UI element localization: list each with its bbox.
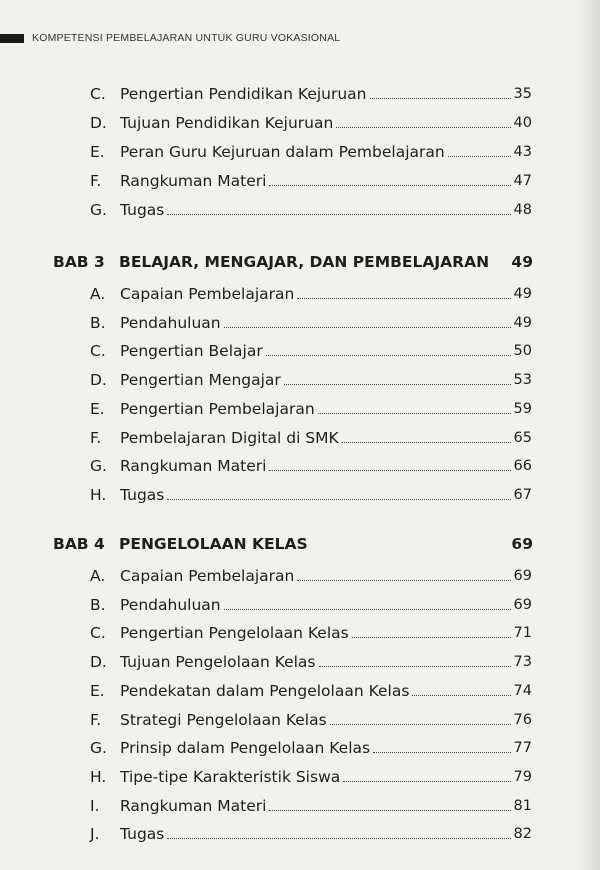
toc-entry-label: Capaian Pembelajaran	[120, 567, 295, 585]
toc-entry-letter: B.	[90, 596, 106, 614]
dot-leader	[330, 723, 511, 725]
dot-leader	[224, 608, 511, 610]
toc-entry	[90, 452, 532, 476]
chapter-heading	[53, 530, 533, 554]
toc-entry	[90, 280, 532, 304]
dot-leader	[297, 579, 510, 581]
toc-entry-page: 40	[513, 115, 532, 131]
dot-leader	[342, 441, 511, 443]
dot-leader	[269, 469, 510, 471]
toc-entry-page: 79	[513, 769, 532, 785]
dot-leader	[167, 213, 510, 215]
toc-entry-label: Pendahuluan	[120, 596, 221, 614]
toc-entry-label: Tujuan Pendidikan Kejuruan	[120, 114, 334, 132]
dot-leader	[373, 751, 510, 753]
toc-entry-page: 35	[513, 86, 532, 102]
toc-entry-letter: D.	[90, 371, 107, 389]
toc-entry-page: 81	[513, 798, 532, 814]
toc-entry-label: Rangkuman Materi	[120, 797, 267, 815]
chapter-title: BELAJAR, MENGAJAR, DAN PEMBELAJARAN	[119, 253, 490, 271]
toc-entry-label: Pendahuluan	[120, 314, 221, 332]
chapter-heading	[53, 248, 533, 272]
toc-entry-page: 69	[513, 597, 532, 613]
toc-entry-letter: I.	[90, 797, 100, 815]
toc-entry-letter: F.	[90, 172, 102, 190]
toc-entry-page: 65	[513, 430, 532, 446]
toc-entry	[90, 337, 532, 361]
dot-leader	[224, 326, 511, 328]
running-header	[0, 30, 600, 46]
toc-entry	[90, 648, 532, 672]
toc-entry-label: Prinsip dalam Pengelolaan Kelas	[120, 739, 371, 757]
toc-entry-label: Pengertian Pendidikan Kejuruan	[120, 85, 367, 103]
toc-entry	[90, 309, 532, 333]
header-bar	[0, 34, 24, 43]
toc-entry-label: Pendekatan dalam Pengelolaan Kelas	[120, 682, 410, 700]
dot-leader	[412, 694, 510, 696]
toc-entry-page: 59	[513, 401, 532, 417]
dot-leader	[269, 809, 510, 811]
toc-entry-letter: A.	[90, 285, 106, 303]
toc-entry	[90, 395, 532, 419]
chapter-title: PENGELOLAAN KELAS	[119, 535, 308, 553]
toc-entry	[90, 706, 532, 730]
dot-leader	[297, 297, 510, 299]
toc-entry	[90, 562, 532, 586]
toc-entry	[90, 619, 532, 643]
toc-entry-label: Capaian Pembelajaran	[120, 285, 295, 303]
toc-entry	[90, 196, 532, 220]
toc-entry-letter: F.	[90, 429, 102, 447]
toc-entry-page: 82	[513, 826, 532, 842]
toc-entry-page: 49	[513, 286, 532, 302]
dot-leader	[269, 184, 510, 186]
chapter-number: BAB 4	[53, 535, 105, 553]
toc-entry	[90, 424, 532, 448]
toc-entry-letter: G.	[90, 739, 107, 757]
toc-entry-label: Strategi Pengelolaan Kelas	[120, 711, 327, 729]
toc-entry-label: Tipe-tipe Karakteristik Siswa	[120, 768, 341, 786]
dot-leader	[352, 636, 511, 638]
toc-entry-page: 71	[513, 625, 532, 641]
toc-entry-page: 74	[513, 683, 532, 699]
toc-entry-letter: F.	[90, 711, 102, 729]
header-title: KOMPETENSI PEMBELAJARAN UNTUK GURU VOKASIONAL	[32, 32, 341, 44]
dot-leader	[448, 155, 511, 157]
toc-entry	[90, 591, 532, 615]
toc-entry-label: Tugas	[120, 825, 165, 843]
toc-entry-page: 53	[513, 372, 532, 388]
toc-entry-page: 43	[513, 144, 532, 160]
toc-entry-page: 49	[513, 315, 532, 331]
toc-entry-letter: J.	[90, 825, 100, 843]
toc-entry-letter: H.	[90, 768, 107, 786]
dot-leader	[370, 97, 511, 99]
toc-entry-label: Rangkuman Materi	[120, 172, 267, 190]
toc-entry-letter: D.	[90, 653, 107, 671]
toc-entry-label: Pembelajaran Digital di SMK	[120, 429, 339, 447]
toc-entry-letter: G.	[90, 457, 107, 475]
toc-entry-label: Tugas	[120, 201, 165, 219]
toc-entry-letter: E.	[90, 682, 105, 700]
toc-entry-label: Tugas	[120, 486, 165, 504]
chapter-number: BAB 3	[53, 253, 105, 271]
toc-entry-page: 66	[513, 458, 532, 474]
toc-entry-page: 50	[513, 343, 532, 359]
toc-entry-page: 67	[513, 487, 532, 503]
toc-entry	[90, 734, 532, 758]
toc-entry-page: 77	[513, 740, 532, 756]
toc-entry	[90, 677, 532, 701]
toc-entry-label: Tujuan Pengelolaan Kelas	[120, 653, 316, 671]
chapter-page: 69	[511, 535, 533, 553]
dot-leader	[336, 126, 510, 128]
toc-entry-label: Pengertian Pengelolaan Kelas	[120, 624, 349, 642]
toc-entry-page: 48	[513, 202, 532, 218]
toc-entry-letter: E.	[90, 143, 105, 161]
toc-entry-letter: B.	[90, 314, 106, 332]
toc-entry-letter: G.	[90, 201, 107, 219]
toc-entry-letter: D.	[90, 114, 107, 132]
toc-entry	[90, 763, 532, 787]
page-edge-shadow	[578, 0, 600, 870]
toc-entry-page: 76	[513, 712, 532, 728]
dot-leader	[318, 412, 511, 414]
toc-entry-label: Rangkuman Materi	[120, 457, 267, 475]
toc-entry-page: 69	[513, 568, 532, 584]
toc-entry	[90, 366, 532, 390]
dot-leader	[167, 837, 510, 839]
toc-entry	[90, 138, 532, 162]
dot-leader	[343, 780, 510, 782]
toc-entry-label: Pengertian Belajar	[120, 342, 263, 360]
toc-entry	[90, 792, 532, 816]
chapter-page: 49	[511, 253, 533, 271]
toc-entry-letter: C.	[90, 624, 106, 642]
toc-entry	[90, 481, 532, 505]
dot-leader	[167, 498, 510, 500]
toc-entry-page: 73	[513, 654, 532, 670]
dot-leader	[266, 354, 511, 356]
toc-entry-label: Pengertian Pembelajaran	[120, 400, 315, 418]
toc-entry	[90, 820, 532, 844]
toc-entry	[90, 80, 532, 104]
toc-entry-letter: C.	[90, 342, 106, 360]
toc-entry-label: Pengertian Mengajar	[120, 371, 281, 389]
toc-entry-letter: E.	[90, 400, 105, 418]
toc-entry-page: 47	[513, 173, 532, 189]
toc-entry	[90, 109, 532, 133]
toc-entry-letter: C.	[90, 85, 106, 103]
toc-entry-label: Peran Guru Kejuruan dalam Pembelajaran	[120, 143, 445, 161]
toc-entry	[90, 167, 532, 191]
toc-entry-letter: A.	[90, 567, 106, 585]
toc-entry-letter: H.	[90, 486, 107, 504]
dot-leader	[319, 665, 511, 667]
dot-leader	[284, 383, 511, 385]
